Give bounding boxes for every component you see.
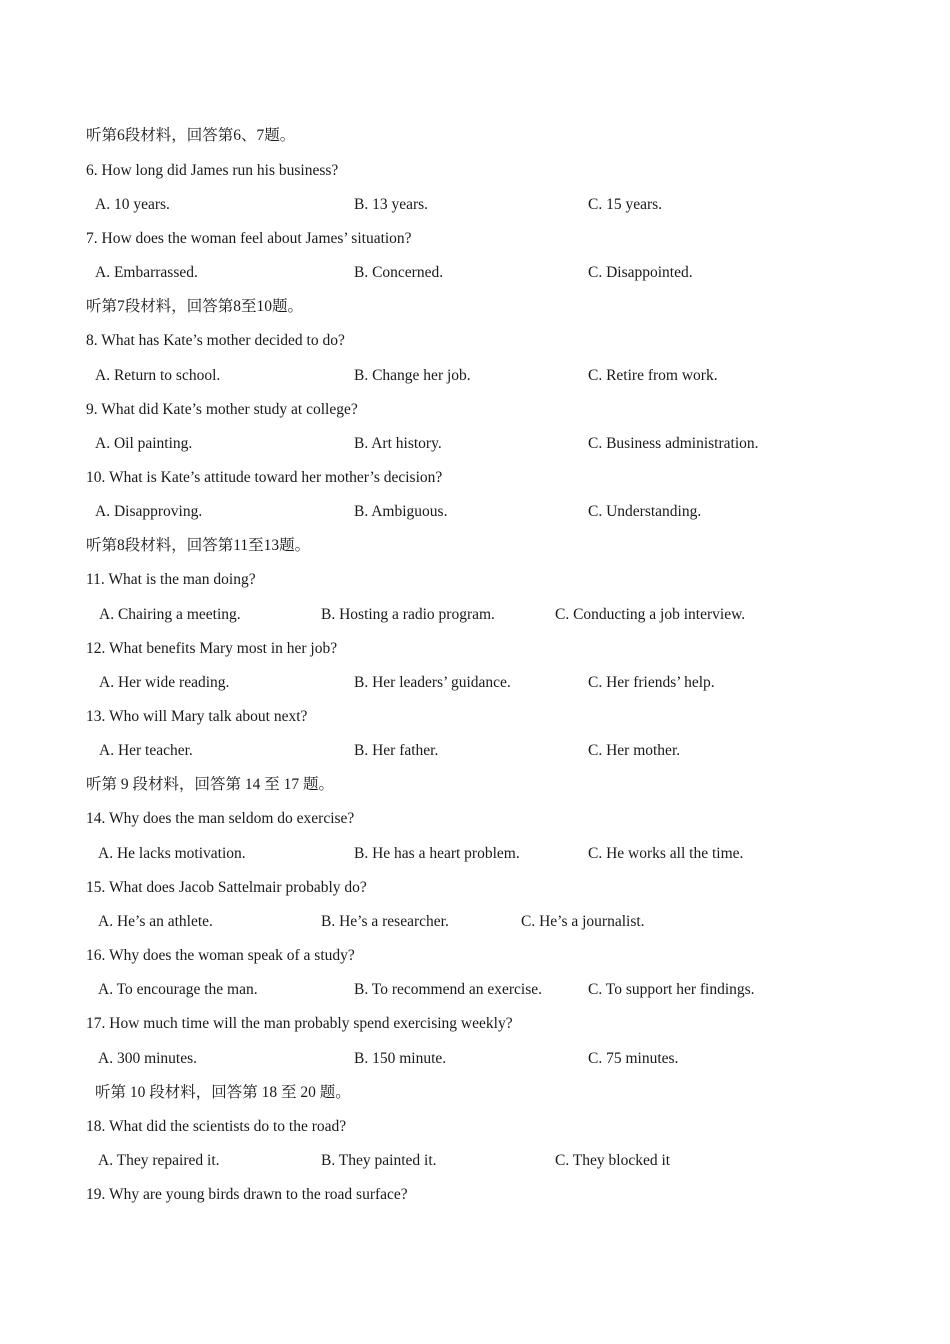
question-stem: 18. What did the scientists do to the road? xyxy=(86,1118,347,1135)
question-stem: 8. What has Kate’s mother decided to do? xyxy=(86,332,345,349)
option-c: C. They blocked it xyxy=(555,1152,671,1169)
option-b: B. Her leaders’ guidance. xyxy=(354,674,511,691)
option-b: B. Hosting a radio program. xyxy=(321,606,495,623)
option-b: B. To recommend an exercise. xyxy=(354,981,543,998)
question-stem: 17. How much time will the man probably spend exercising weekly? xyxy=(86,1015,513,1032)
option-b: B. Art history. xyxy=(354,435,442,452)
option-a: A. 10 years. xyxy=(95,196,170,213)
option-c: C. 75 minutes. xyxy=(588,1050,679,1067)
option-a: A. They repaired it. xyxy=(98,1152,220,1169)
option-b: B. He’s a researcher. xyxy=(321,913,449,930)
option-a: A. 300 minutes. xyxy=(98,1050,198,1067)
option-b: B. Ambiguous. xyxy=(354,503,448,520)
option-b: B. He has a heart problem. xyxy=(354,845,520,862)
question-stem: 6. How long did James run his business? xyxy=(86,162,339,179)
section-heading: 听第 9 段材料，回答第 14 至 17 题。 xyxy=(86,776,335,793)
question-stem: 16. Why does the woman speak of a study? xyxy=(86,947,355,964)
option-c: C. Understanding. xyxy=(588,503,702,520)
question-stem: 10. What is Kate’s attitude toward her mother’s decision? xyxy=(86,469,443,486)
question-stem: 7. How does the woman feel about James’ situation? xyxy=(86,230,412,247)
option-c: C. 15 years. xyxy=(588,196,663,213)
option-c: C. Her friends’ help. xyxy=(588,674,715,691)
option-b: B. 13 years. xyxy=(354,196,429,213)
option-a: A. Her teacher. xyxy=(99,742,193,759)
question-stem: 13. Who will Mary talk about next? xyxy=(86,708,308,725)
option-a: A. Disapproving. xyxy=(95,503,203,520)
option-a: A. Oil painting. xyxy=(95,435,193,452)
option-a: A. Return to school. xyxy=(95,367,221,384)
question-stem: 12. What benefits Mary most in her job? xyxy=(86,640,338,657)
option-c: C. Conducting a job interview. xyxy=(555,606,746,623)
question-stem: 9. What did Kate’s mother study at college? xyxy=(86,401,358,418)
option-c: C. Retire from work. xyxy=(588,367,718,384)
option-b: B. Her father. xyxy=(354,742,439,759)
question-stem: 14. Why does the man seldom do exercise? xyxy=(86,810,355,827)
section-heading: 听第6段材料，回答第6、7题。 xyxy=(86,127,296,144)
question-stem: 15. What does Jacob Sattelmair probably do? xyxy=(86,879,367,896)
option-c: C. Business administration. xyxy=(588,435,759,452)
option-b: B. Change her job. xyxy=(354,367,471,384)
option-a: A. Her wide reading. xyxy=(99,674,230,691)
option-a: A. Embarrassed. xyxy=(95,264,198,281)
option-a: A. He lacks motivation. xyxy=(98,845,246,862)
option-a: A. To encourage the man. xyxy=(98,981,258,998)
option-c: C. To support her findings. xyxy=(588,981,755,998)
option-b: B. Concerned. xyxy=(354,264,444,281)
option-b: B. They painted it. xyxy=(321,1152,437,1169)
option-c: C. Her mother. xyxy=(588,742,681,759)
option-c: C. He’s a journalist. xyxy=(521,913,645,930)
section-heading: 听第8段材料，回答第11至13题。 xyxy=(86,537,311,554)
question-stem: 19. Why are young birds drawn to the road surface? xyxy=(86,1186,408,1203)
section-heading: 听第7段材料，回答第8至10题。 xyxy=(86,298,304,315)
option-a: A. He’s an athlete. xyxy=(98,913,213,930)
option-b: B. 150 minute. xyxy=(354,1050,447,1067)
option-a: A. Chairing a meeting. xyxy=(99,606,241,623)
section-heading: 听第 10 段材料，回答第 18 至 20 题。 xyxy=(95,1084,351,1101)
question-stem: 11. What is the man doing? xyxy=(86,571,256,588)
option-c: C. He works all the time. xyxy=(588,845,744,862)
option-c: C. Disappointed. xyxy=(588,264,693,281)
